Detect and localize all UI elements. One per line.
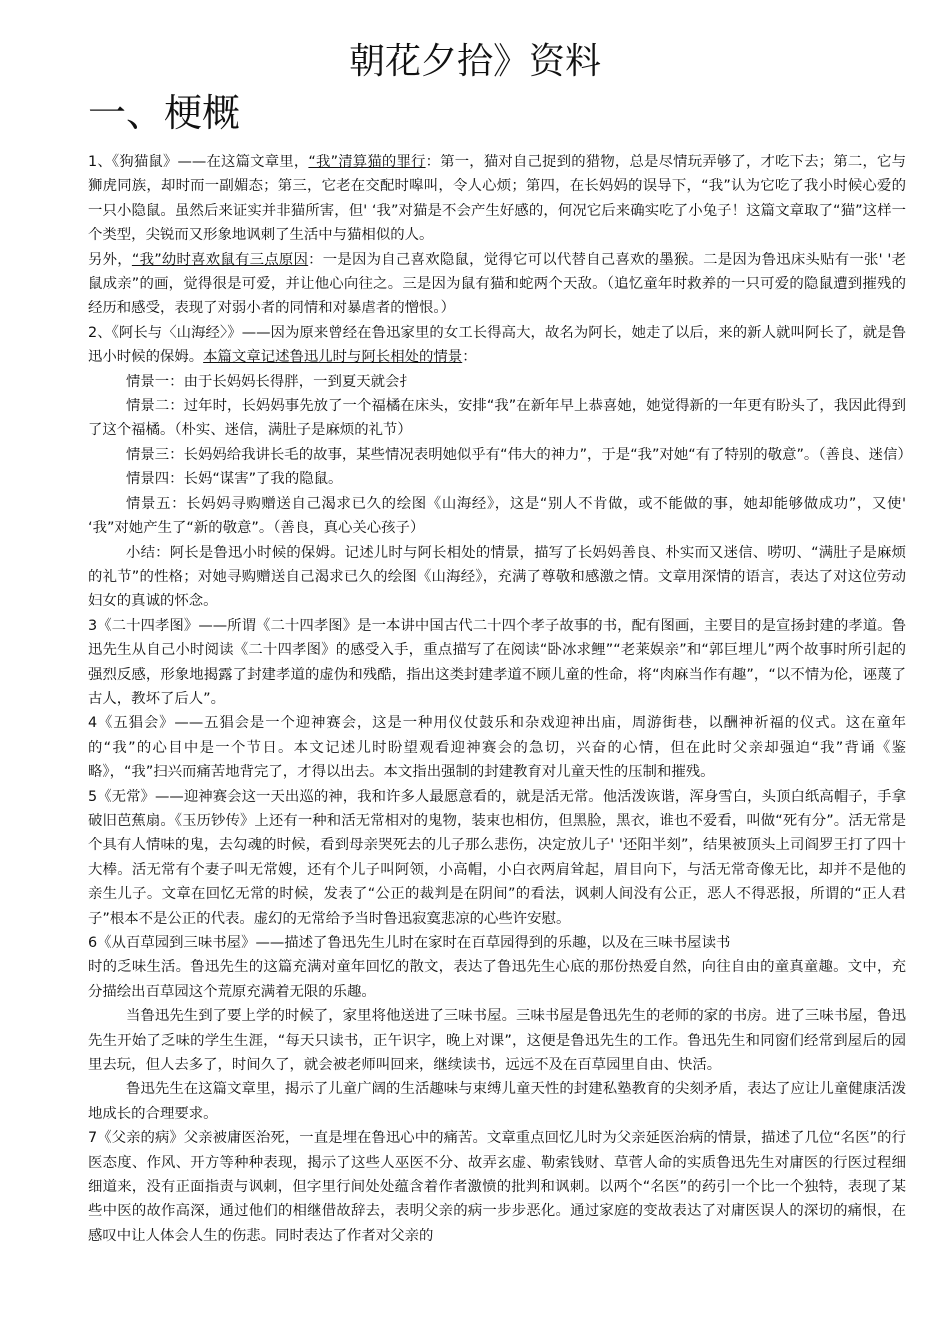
scene-1: 情景一：由于长妈妈长得胖，一到夏天就会扌 <box>126 373 414 390</box>
paragraph-4-wuchang-fair: 4《五猖会》——五猖会是一个迎神赛会，这是一种用仪仗鼓乐和杂戏迎神出庙，周游街巷，以酬神祈福的仪式。这在童年的“我”的心目中是一个节日。本文记述儿时盼望观看迎神赛会的急切，兴奋的心情，但在此时父亲却强迫“我”背诵《鉴略》，“我”扫兴而痛苦地背完了，才得以出去。本文指出强制的封建教育对儿童天性的压制和摧残。 <box>88 715 906 781</box>
underlined-phrase: “我”清算猫的罪行 <box>308 154 426 170</box>
paragraph-2-a-chang: 2、《阿长与〈山海经〉》——因为原来曾经在鲁迅家里的女工长得高大，故名为阿长，她走了以后，来的新人就叫阿长了，就是鲁迅小时候的保姆。本篇文章记述鲁迅儿时与阿长相处的情景： <box>88 324 906 366</box>
section-heading: 一、梗概 <box>88 91 241 135</box>
paragraph-1-addendum: 另外，“我”幼时喜欢鼠有三点原因：一是因为自己喜欢隐鼠，觉得它可以代替自己喜欢的墨猴。二是因为鲁迅床头贴有一张' '老鼠成亲”的画，觉得很是可爱，并让他心向往之。三是因为鼠有猫和蛇两个天敌。（追忆童年时救养的一只可爱的隐鼠遭到摧残的经历和感受，表现了对弱小者的同情和对暴虐者的憎恨。） <box>88 251 906 317</box>
underlined-phrase: 本篇文章记述鲁迅儿时与阿长相处的情景 <box>203 349 463 366</box>
paragraph-7-father-illness: 7《父亲的病》父亲被庸医治死，一直是埋在鲁迅心中的痛苦。文章重点回忆儿时为父亲延医治病的情景，描述了几位“名医”的行医态度、作风、开方等种种表现，揭示了这些人巫医不分、故弄玄虚、勒索钱财、草菅人命的实质鲁迅先生对庸医的行医过程细细道来，没有正面指责与讽刺，但字里行间处处蕴含着作者激愤的批判和讽刺。以两个“名医”的药引一个比一个独特，表现了某些中医的故作高深，通过他们的相继借故辞去，表明父亲的病一步步恶化。通过家庭的变故表达了对庸医误人的深切的痛恨，在感叹中让人体会人生的伤悲。同时表达了作者对父亲的 <box>88 1130 906 1244</box>
paragraph-6-conclusion: 鲁迅先生在这篇文章里，揭示了儿童广阔的生活趣味与束缚儿童天性的封建私塾教育的尖刻矛盾，表达了应让儿童健康活泼地成长的合理要求。 <box>88 1081 906 1122</box>
scene-summary: 小结：阿长是鲁迅小时候的保姆。记述儿时与阿长相处的情景，描写了长妈妈善良、朴实而又迷信、唠叨、“满肚子是麻烦的礼节”的性格；对她寻购赠送自己渴求已久的绘图《山海经》，充满了尊敬和感激之情。文章用深情的语言，表达了对这位劳动妇女的真诚的怀念。 <box>88 544 906 610</box>
scene-3: 情景三：长妈妈给我讲长毛的故事，某些情况表明她似乎有“伟大的神力”，于是“我”对她“有了特别的敬意”。（善良、迷信） <box>126 446 912 463</box>
document-title: 朝花夕拾》资料 <box>348 41 601 82</box>
scene-2: 情景二：过年时，长妈妈事先放了一个福橘在床头，安排“我”在新年早上恭喜她，她觉得新的一年更有盼头了，我因此得到了这个福橘。（朴实、迷信，满肚子是麻烦的礼节） <box>88 398 906 439</box>
document-body <box>88 150 912 1248</box>
paragraph-3-filial-piety: 3《二十四孝图》——所谓《二十四孝图》是一本讲中国古代二十四个孝子故事的书，配有图画，主要目的是宣扬封建的孝道。鲁迅先生从自己小时阅读《二十四孝图》的感受入手，重点描写了在阅读“卧冰求鲤”“老莱娱亲”和“郭巨埋儿”两个故事时所引起的强烈反感，形象地揭露了封建孝道的虚伪和残酷，指出这类封建孝道不顾儿童的性命，将“肉麻当作有趣”，“以不情为伦，诬蔑了古人，教坏了后人”。 <box>88 617 906 707</box>
paragraph-1-dog-cat-mouse: 1、《狗猫鼠》——在这篇文章里，“我”清算猫的罪行：第一，猫对自己捉到的猎物，总是尽情玩弄够了，才吃下去；第二，它与狮虎同族，却时而一副媚态；第三，它老在交配时嗥叫，令人心烦；第四，在长妈妈的误导下，“我”认为它吃了我小时候心爱的一只小隐鼠。虽然后来证实并非猫所害，但' ‘我”对猫是不会产生好感的，何况它后来确实吃了小兔子！这篇文章取了“猫”这样一个类型，尖锐而又形象地讽刺了生活中与猫相似的人。 <box>88 154 906 244</box>
paragraph-6-sanwei: 当鲁迅先生到了要上学的时候了，家里将他送进了三味书屋。三味书屋是鲁迅先生的老师的家的书房。进了三味书屋，鲁迅先生开始了乏味的学生生涯，“每天只读书，正午识字，晚上对课”，这便是鲁迅先生的工作。鲁迅先生和同窗们经常到屋后的园里去玩，但人去多了，时间久了，就会被老师叫回来，继续读书，远远不及在百草园里自由、快活。 <box>88 1008 906 1074</box>
paragraph-5-wuchang: 5《无常》——迎神赛会这一天出巡的神，我和许多人最愿意看的，就是活无常。他活泼诙谐，浑身雪白，头顶白纸高帽子，手拿破旧芭蕉扇。《玉历钞传》上还有一种和活无常相对的鬼物，装束也相仿，但黑脸，黑衣，谁也不爱看，叫做“死有分”。活无常是个具有人情味的鬼，去勾魂的时候，看到母亲哭死去的儿子那么悲伤，决定放儿子' '还阳半刻”，结果被顶头上司阎罗王打了四十大棒。活无常有个妻子叫无常嫂，还有个儿子叫阿领，小高帽，小白衣两肩耸起，眉目向下，与活无常奇像无比，却并不是他的亲生儿子。文章在回忆无常的时候，发表了“公正的裁判是在阴间”的看法，讽刺人间没有公正，恶人不得恶报，所谓的“正人君子”根本不是公正的代表。虚幻的无常给予当时鲁迅寂寞悲凉的心些许安慰。 <box>88 788 906 927</box>
paragraph-6-continued: 时的乏味生活。鲁迅先生的这篇充满对童年回忆的散文，表达了鲁迅先生心底的那份热爱自然，向往自由的童真童趣。文中，充分描绘出百草园这个荒原充满着无限的乐趣。 <box>88 959 906 1000</box>
scene-5: 情景五：长妈妈寻购赠送自己渴求已久的绘图《山海经》，这是“别人不肯做，或不能做的事，她却能够做成功”，又使' ‘我”对她产生了“新的敬意”。（善良，真心关心孩子） <box>88 495 906 537</box>
scene-4: 情景四：长妈“谋害”了我的隐鼠。 <box>126 471 343 488</box>
paragraph-6-baicaoyuan: 6《从百草园到三味书屋》——描述了鲁迅先生儿时在家时在百草园得到的乐趣，以及在三味书屋读书 <box>88 935 731 951</box>
underlined-phrase: “我”幼时喜欢鼠有三点原因 <box>131 251 309 268</box>
